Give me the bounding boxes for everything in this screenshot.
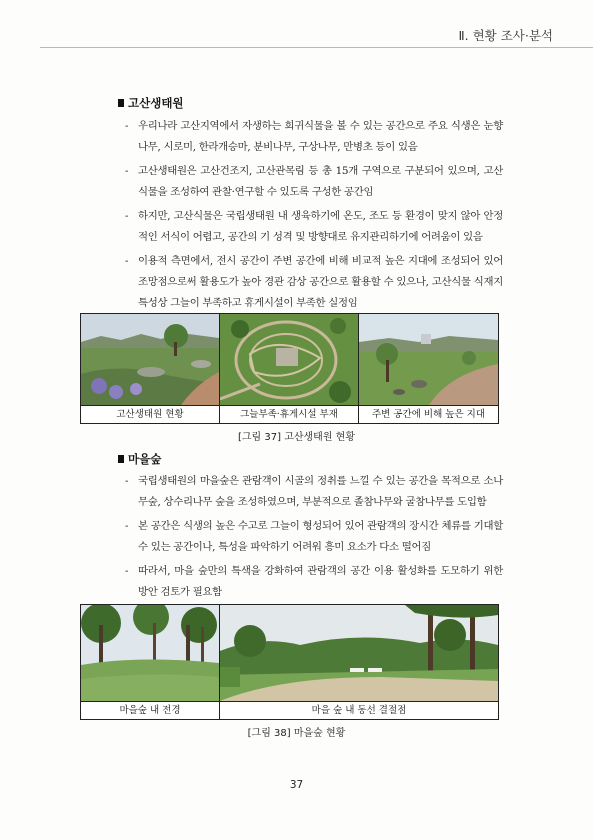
alpine-bullet-list [125,116,503,317]
photo-caption: 주변 공간에 비해 높은 지대 [359,405,498,423]
photo-caption: 고산생태원 현황 [81,405,219,423]
photo-caption: 마을숲 내 전경 [81,701,219,719]
alpine-garden-image [81,314,219,405]
list-item: - 이용적 측면에서, 전시 공간이 주변 공간에 비해 비교적 높은 지대에 조성되어 있어 조망점으로써 활용도가 높아 경관 감상 공간으로 활용할 수 있으나, 고산식물 식재지 특성상 그늘이 부족하고 휴게시설이 부족한 실정임 [125,255,503,309]
path-node-image [220,605,498,701]
list-item: - 하지만, 고산식물은 국립생태원 내 생육하기에 온도, 조도 등 환경이 맞지 않아 안정적인 서식이 어렵고, 공간의 기 성격 및 방향대로 유지관리하기에 어려움이 있음 [125,210,503,243]
square-bullet-icon [118,455,124,463]
header-rule [40,47,593,48]
photo-caption: 그늘부족·휴게시설 부재 [220,405,358,423]
chapter-title: Ⅱ. 현황 조사·분석 [458,28,553,43]
page-number: 37 [289,779,304,791]
photo-elevated-area [359,314,498,423]
figure-37-photo-strip [80,313,499,424]
photo-alpine-garden [81,314,219,423]
list-item: - 국립생태원의 마을숲은 관람객이 시골의 정취를 느낄 수 있는 공간을 목적으로 소나무숲, 상수리나무 숲을 조성하였으며, 부분적으로 졸참나무와 굴참나무를 도입함 [125,475,503,508]
list-item: - 고산생태원은 고산건조지, 고산관목림 등 총 15개 구역으로 구분되어 있으며, 고산식물을 조성하여 관찰·연구할 수 있도록 구성한 공간임 [125,165,503,198]
photo-caption: 마을 숲 내 동선 결절점 [220,701,498,719]
photo-village-forest [81,605,219,719]
photo-path-node [220,605,498,719]
list-item: - 우리나라 고산지역에서 자생하는 희귀식물을 볼 수 있는 공간으로 주요 식생은 눈향나무, 시로미, 한라개승마, 분비나무, 구상나무, 만병초 등이 있음 [125,120,503,153]
section-heading-village-forest: 마을숲 [118,451,161,467]
village-forest-bullet-list [125,471,503,606]
section-heading-alpine: 고산생태원 [118,95,184,111]
list-item: - 본 공간은 식생의 높은 수고로 그늘이 형성되어 있어 관람객의 장시간 체류를 기대할 수 있는 공간이나, 특성을 파악하기 어려워 흥미 요소가 다소 떨어짐 [125,520,503,553]
page-header [0,0,593,48]
list-item: - 따라서, 마을 숲만의 특색을 강화하여 관람객의 공간 이용 활성화를 도모하기 위한 방안 검토가 필요함 [125,565,503,598]
photo-aerial-path [220,314,358,423]
figure-38-caption: [그림 38] 마을숲 현황 [247,728,346,739]
square-bullet-icon [118,99,124,107]
aerial-path-image [220,314,358,405]
figure-38-photo-strip [80,604,499,720]
figure-37-caption: [그림 37] 고산생태원 현황 [237,432,355,443]
elevated-area-image [359,314,498,405]
village-forest-image [81,605,219,701]
